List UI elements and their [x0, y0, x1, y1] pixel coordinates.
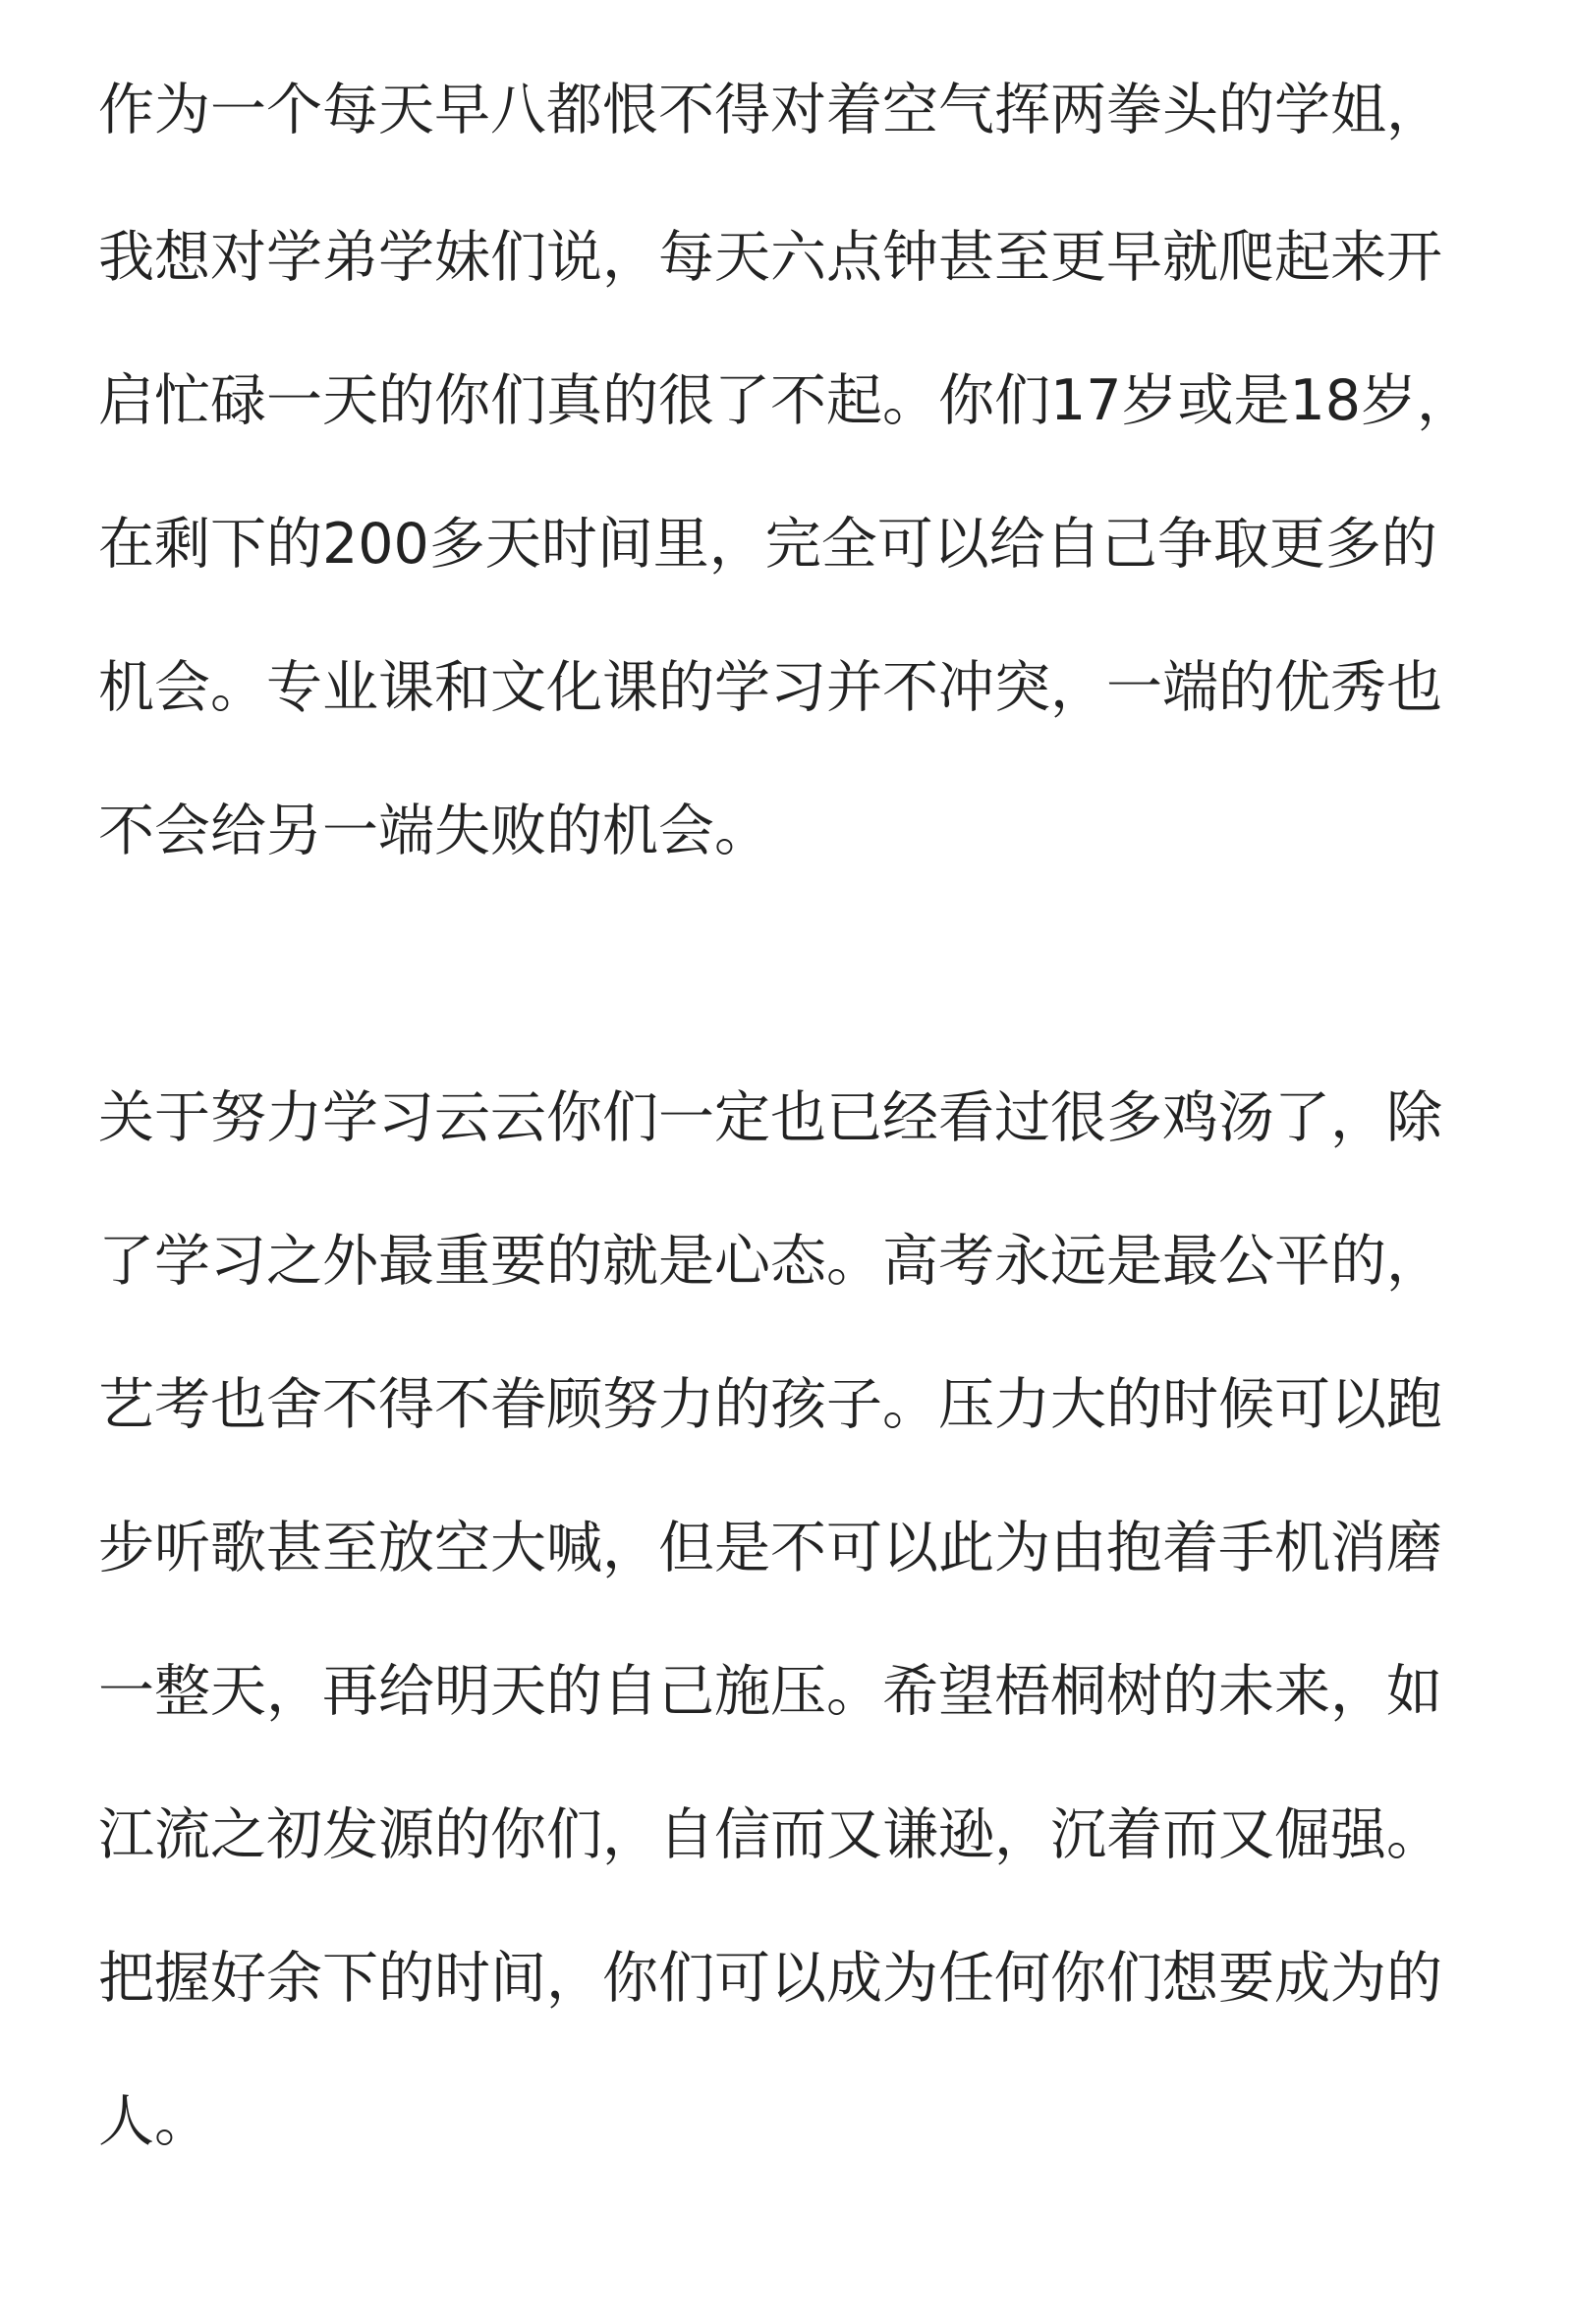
text-line: 了学习之外最重要的就是心态。高考永远是最公平的，	[98, 1229, 1442, 1294]
text-line: 不会给另一端失败的机会。	[98, 799, 770, 863]
text-line: 机会。专业课和文化课的学习并不冲突，一端的优秀也	[98, 655, 1442, 720]
text-line: 在剩下的200多天时间里，完全可以给自己争取更多的	[98, 512, 1437, 577]
text-line: 启忙碌一天的你们真的很了不起。你们17岁或是18岁，	[98, 368, 1474, 433]
text-line: 步听歌甚至放空大喊，但是不可以此为由抱着手机消磨	[98, 1516, 1442, 1580]
text-line: 关于努力学习云云你们一定也已经看过很多鸡汤了，除	[98, 1085, 1442, 1150]
text-line: 艺考也舍不得不眷顾努力的孩子。压力大的时候可以跑	[98, 1372, 1442, 1437]
text-line: 把握好余下的时间，你们可以成为任何你们想要成为的	[98, 1946, 1442, 2011]
text-line: 人。	[98, 2089, 210, 2154]
text-line: 江流之初发源的你们，自信而又谦逊，沉着而又倔强。	[98, 1802, 1442, 1867]
text-line: 作为一个每天早八都恨不得对着空气挥两拳头的学姐，	[98, 78, 1442, 142]
text-line: 一整天，再给明天的自己施压。希望梧桐树的未来，如	[98, 1659, 1442, 1724]
text-line: 我想对学弟学妹们说，每天六点钟甚至更早就爬起来开	[98, 225, 1442, 290]
